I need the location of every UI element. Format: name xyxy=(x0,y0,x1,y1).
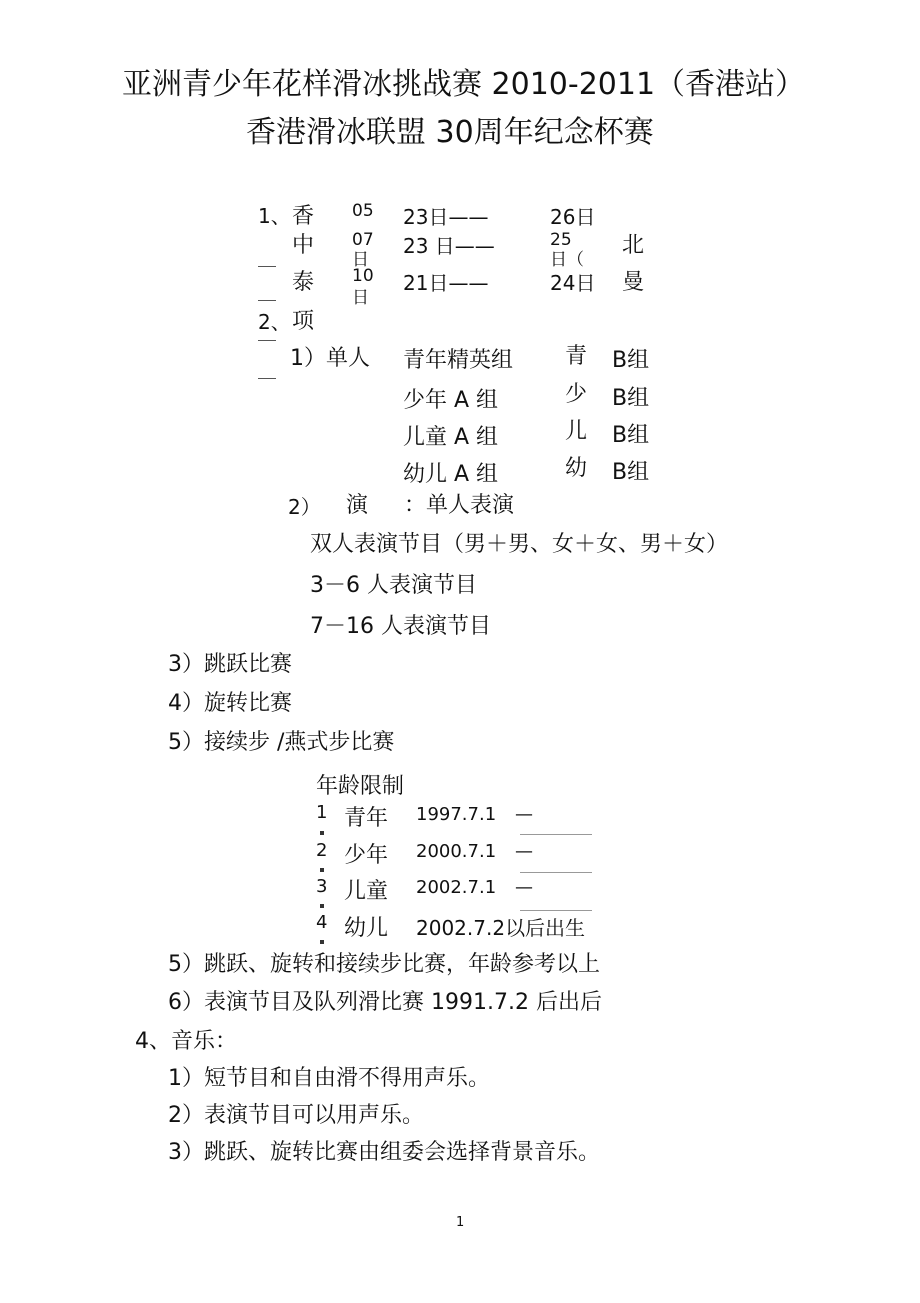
age-note: 6）表演节目及队列滑比赛 1991.7.2 后出后 xyxy=(168,990,602,1015)
clipped-fragment: 日（ xyxy=(550,250,584,270)
group-left: 幼儿 A 组 xyxy=(403,462,499,487)
stray-mark xyxy=(520,872,592,873)
group-right: B组 xyxy=(612,423,650,448)
event-item: 4）旋转比赛 xyxy=(168,691,292,716)
venue-place: 泰 xyxy=(292,270,315,295)
age-row-number: 4 xyxy=(316,912,328,933)
age-row-number: 3 xyxy=(316,876,328,897)
group-mid: 幼 xyxy=(565,456,588,481)
age-group: 青年 xyxy=(344,806,389,831)
age-tail: — xyxy=(515,877,533,898)
age-date: 2002.7.1 xyxy=(416,877,497,898)
venue-city: 北 xyxy=(622,233,645,258)
stray-mark xyxy=(258,378,276,379)
age-note: 5）跳跃、旋转和接续步比赛，年龄参考以上 xyxy=(168,952,600,977)
section-1-number: 1、 xyxy=(258,204,291,228)
age-group: 儿童 xyxy=(344,879,389,904)
venue-end: 25 xyxy=(550,230,572,250)
clipped-fragment: 日 xyxy=(352,288,369,308)
age-tail: — xyxy=(515,804,533,825)
performance-label: 演 xyxy=(346,493,369,518)
venue-end: 24日 xyxy=(550,271,596,295)
performance-single: ：单人表演 xyxy=(404,493,515,518)
event-item: 5）接续步 /燕式步比赛 xyxy=(168,730,395,755)
age-date: 2002.7.2以后出生 xyxy=(416,916,586,940)
venue-month: 07 xyxy=(352,230,374,250)
performance-item: 3－6 人表演节目 xyxy=(310,573,477,598)
stray-mark xyxy=(258,266,276,267)
stray-mark xyxy=(320,868,324,872)
performance-item: 7－16 人表演节目 xyxy=(310,614,491,639)
group-right: B组 xyxy=(612,348,650,373)
stray-mark xyxy=(258,340,276,341)
venue-place: 中 xyxy=(292,233,315,258)
venue-place: 香 xyxy=(292,204,315,229)
music-item: 1）短节目和自由滑不得用声乐。 xyxy=(168,1066,490,1091)
venue-month: 10 xyxy=(352,266,374,286)
section-2-heading: 项 xyxy=(292,309,315,334)
performance-number: 2） xyxy=(288,495,321,519)
stray-mark xyxy=(520,910,592,911)
music-item: 3）跳跃、旋转比赛由组委会选择背景音乐。 xyxy=(168,1140,600,1165)
age-group: 幼儿 xyxy=(344,916,389,941)
age-group: 少年 xyxy=(344,843,389,868)
title-line-1: 亚洲青少年花样滑冰挑战赛 2010-2011（香港站） xyxy=(122,67,806,102)
group-mid: 儿 xyxy=(565,419,588,444)
group-right: B组 xyxy=(612,460,650,485)
age-row-number: 2 xyxy=(316,840,328,861)
venue-start: 23日—— xyxy=(403,205,489,229)
age-date: 1997.7.1 xyxy=(416,804,497,825)
age-heading: 年龄限制 xyxy=(316,774,405,799)
clipped-fragment: 日 xyxy=(352,250,369,270)
age-row-number: 1 xyxy=(316,802,328,823)
performance-item: 双人表演节目（男＋男、女＋女、男＋女） xyxy=(310,532,729,557)
group-left: 少年 A 组 xyxy=(403,388,499,413)
stray-mark xyxy=(320,904,324,908)
page-number: 1 xyxy=(456,1215,465,1230)
venue-end: 26日 xyxy=(550,205,596,229)
age-tail: — xyxy=(515,841,533,862)
music-heading: 4、音乐： xyxy=(135,1029,237,1054)
age-date: 2000.7.1 xyxy=(416,841,497,862)
group-mid: 少 xyxy=(565,382,588,407)
event-item: 3）跳跃比赛 xyxy=(168,652,292,677)
section-2-number: 2、 xyxy=(258,310,291,334)
venue-month: 05 xyxy=(352,201,374,221)
group-right: B组 xyxy=(612,386,650,411)
group-left: 儿童 A 组 xyxy=(403,425,499,450)
stray-mark xyxy=(520,834,592,835)
music-item: 2）表演节目可以用声乐。 xyxy=(168,1103,424,1128)
venue-start: 21日—— xyxy=(403,271,489,295)
group-left: 青年精英组 xyxy=(403,348,514,373)
single-skating-label: 1）单人 xyxy=(290,346,370,371)
stray-mark xyxy=(258,300,276,301)
stray-mark xyxy=(320,940,324,944)
venue-start: 23 日—— xyxy=(403,234,495,258)
venue-city: 曼 xyxy=(622,270,645,295)
group-mid: 青 xyxy=(565,344,588,369)
stray-mark xyxy=(320,831,324,835)
title-line-2: 香港滑冰联盟 30周年纪念杯赛 xyxy=(246,115,654,150)
